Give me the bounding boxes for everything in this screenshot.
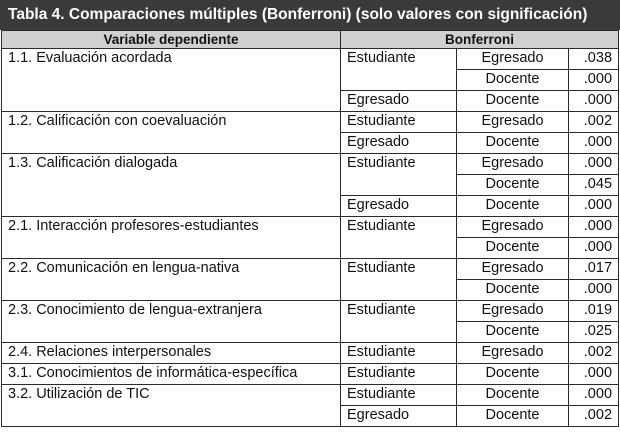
variable-cell: 2.3. Conocimiento de lengua-extranjera <box>2 301 341 343</box>
group2-cell: Egresado <box>457 343 569 364</box>
p-value-cell: .038 <box>569 49 619 70</box>
p-value-cell: .000 <box>569 385 619 406</box>
p-value-cell: .025 <box>569 322 619 343</box>
group2-cell: Docente <box>457 91 569 112</box>
table-row <box>2 301 619 322</box>
group2-cell: Egresado <box>457 112 569 133</box>
table-row <box>2 364 619 385</box>
group2-cell: Egresado <box>457 301 569 322</box>
variable-cell: 1.1. Evaluación acordada <box>2 49 341 112</box>
group1-cell: Estudiante <box>341 112 457 133</box>
group2-cell: Egresado <box>457 217 569 238</box>
group2-cell: Docente <box>457 280 569 301</box>
variable-cell: 1.2. Calificación con coevaluación <box>2 112 341 154</box>
table-row <box>2 385 619 406</box>
group2-cell: Docente <box>457 385 569 406</box>
group2-cell: Docente <box>457 322 569 343</box>
group2-cell: Docente <box>457 133 569 154</box>
variable-cell: 3.2. Utilización de TIC <box>2 385 341 427</box>
p-value-cell: .000 <box>569 238 619 259</box>
p-value-cell: .002 <box>569 343 619 364</box>
p-value-cell: .017 <box>569 259 619 280</box>
bonferroni-table <box>1 30 619 427</box>
p-value-cell: .000 <box>569 364 619 385</box>
p-value-cell: .000 <box>569 91 619 112</box>
group2-cell: Docente <box>457 364 569 385</box>
group1-cell: Egresado <box>341 133 457 154</box>
variable-cell: 1.3. Calificación dialogada <box>2 154 341 217</box>
group1-cell: Egresado <box>341 196 457 217</box>
table-row <box>2 217 619 238</box>
p-value-cell: .000 <box>569 154 619 175</box>
table-row <box>2 112 619 133</box>
group1-cell: Estudiante <box>341 259 457 301</box>
group2-cell: Egresado <box>457 154 569 175</box>
variable-cell: 2.2. Comunicación en lengua-nativa <box>2 259 341 301</box>
variable-cell: 3.1. Conocimientos de informática-específica <box>2 364 341 385</box>
p-value-cell: .000 <box>569 217 619 238</box>
group1-cell: Estudiante <box>341 154 457 196</box>
group1-cell: Estudiante <box>341 217 457 259</box>
p-value-cell: .000 <box>569 133 619 154</box>
group2-cell: Docente <box>457 175 569 196</box>
p-value-cell: .019 <box>569 301 619 322</box>
group2-cell: Egresado <box>457 49 569 70</box>
table-row <box>2 259 619 280</box>
p-value-cell: .000 <box>569 196 619 217</box>
group1-cell: Estudiante <box>341 301 457 343</box>
group2-cell: Docente <box>457 238 569 259</box>
header-row <box>2 31 619 49</box>
p-value-cell: .000 <box>569 280 619 301</box>
header-bonferroni: Bonferroni <box>341 31 619 49</box>
group2-cell: Docente <box>457 406 569 427</box>
variable-cell: 2.4. Relaciones interpersonales <box>2 343 341 364</box>
group1-cell: Estudiante <box>341 343 457 364</box>
p-value-cell: .002 <box>569 112 619 133</box>
table-row <box>2 49 619 70</box>
group1-cell: Egresado <box>341 406 457 427</box>
table-row <box>2 154 619 175</box>
group2-cell: Docente <box>457 196 569 217</box>
group1-cell: Egresado <box>341 91 457 112</box>
variable-cell: 2.1. Interacción profesores-estudiantes <box>2 217 341 259</box>
group1-cell: Estudiante <box>341 49 457 91</box>
table-row <box>2 343 619 364</box>
group1-cell: Estudiante <box>341 364 457 385</box>
table-title: Tabla 4. Comparaciones múltiples (Bonferroni) (solo valores con significación) <box>0 0 620 30</box>
p-value-cell: .000 <box>569 70 619 91</box>
p-value-cell: .002 <box>569 406 619 427</box>
p-value-cell: .045 <box>569 175 619 196</box>
group1-cell: Estudiante <box>341 385 457 406</box>
header-variable: Variable dependiente <box>2 31 341 49</box>
group2-cell: Docente <box>457 70 569 91</box>
group2-cell: Egresado <box>457 259 569 280</box>
